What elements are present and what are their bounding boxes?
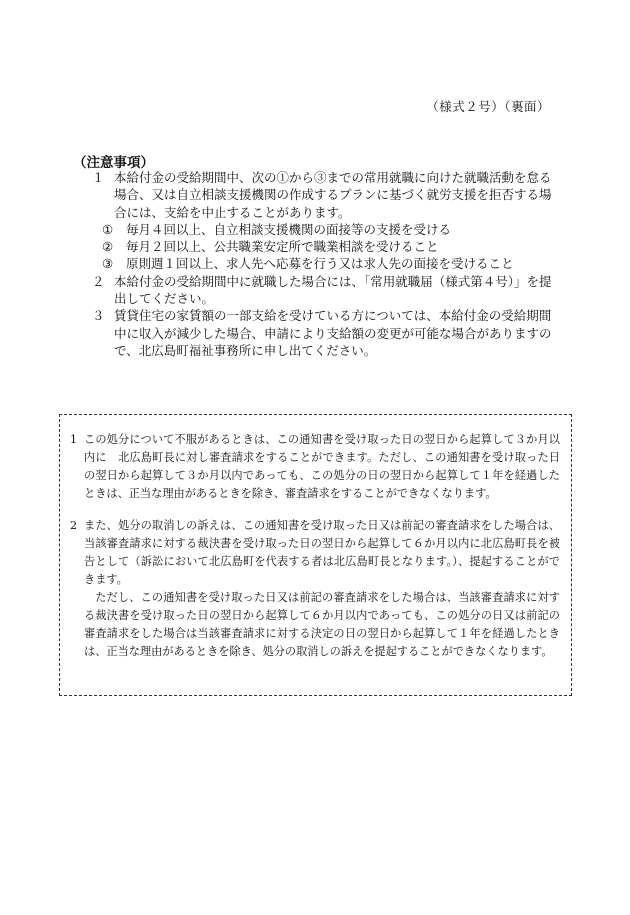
notice-body: [84, 517, 560, 661]
sub-item-text: 原則週１回以上、求人先へ応募を行う又は求人先の面接を受けること: [126, 256, 514, 272]
note-text: 本給付金の受給期間中、次の①から③までの常用就職に向けた就職活動を怠る場合、又は自立相談支援機関の作成するプランに基づく就労支援を拒否する場合には、支給を中止することがあります。: [114, 170, 552, 220]
sub-item-mark: ②: [102, 239, 114, 255]
notice-text: また、処分の取消しの訴えは、この通知書を受け取った日又は前記の審査請求をした場合は、当該審査請求に対する裁決書を受け取った日の翌日から起算して６か月以内に北広島町長を被告として（訴訟において北広島町を代表する者は北広島町長となります。）、提起することができます。: [84, 519, 560, 586]
sub-item-text: 毎月２回以上、公共職業安定所で職業相談を受けること: [126, 239, 439, 255]
notice-subtext: ただし、この通知書を受け取った日又は前記の審査請求をした場合は、当該審査請求に対する裁決書を受け取った日の翌日から起算して６か月以内であっても、この処分の日又は前記の審査請求をした場合は当該審査請求に対する決定の日の翌日から起算して１年を経過したときは、正当な理由があるときを除き、処分の取消しの訴えを提起することができなくなります。: [84, 591, 560, 658]
note-sub-item: [102, 255, 562, 272]
note-item-2: [92, 273, 562, 308]
notes-heading: （注意事項）: [73, 155, 154, 171]
sub-item-mark: ③: [102, 256, 114, 272]
note-text: 賃貸住宅の家賃額の一部支給を受けている方については、本給付金の受給期間中に収入が減少した場合、申請により支給額の変更が可能な場合がありますので、北広島町福祉事務所に申し出てください。: [114, 308, 552, 358]
note-number: ２: [92, 273, 105, 289]
note-sub-item: [102, 238, 562, 255]
note-sub-list: [102, 221, 562, 273]
notice-number: 2: [70, 519, 78, 532]
appeal-notice-box: [59, 414, 572, 696]
note-item-1: [92, 169, 562, 221]
appeal-notice-item-1: [70, 431, 560, 503]
note-number: ３: [92, 308, 105, 324]
notice-text: この処分について不服があるときは、この通知書を受け取った日の翌日から起算して３か月以内に 北広島町長に対し審査請求をすることができます。ただし、この通知書を受け取った日の翌日から起算して３か月以内であっても、この処分の日の翌日から起算して１年を経過したときは、正当な理由があるときを除き、審査請求をすることができなくなります。: [84, 433, 560, 500]
note-number: １: [92, 170, 105, 185]
note-item-3: [92, 307, 562, 359]
form-id-label: （様式２号）（裏面）: [426, 99, 550, 114]
sub-item-mark: ①: [102, 221, 114, 237]
appeal-notice-item-2: [70, 517, 560, 661]
note-text: 本給付金の受給期間中に就職した場合には、「常用就職届（様式第４号）」を提出してください。: [114, 273, 552, 307]
notice-number: 1: [70, 433, 78, 446]
note-sub-item: [102, 221, 562, 238]
sub-item-text: 毎月４回以上、自立相談支援機関の面接等の支援を受ける: [126, 221, 452, 237]
notes-list: [92, 169, 562, 359]
